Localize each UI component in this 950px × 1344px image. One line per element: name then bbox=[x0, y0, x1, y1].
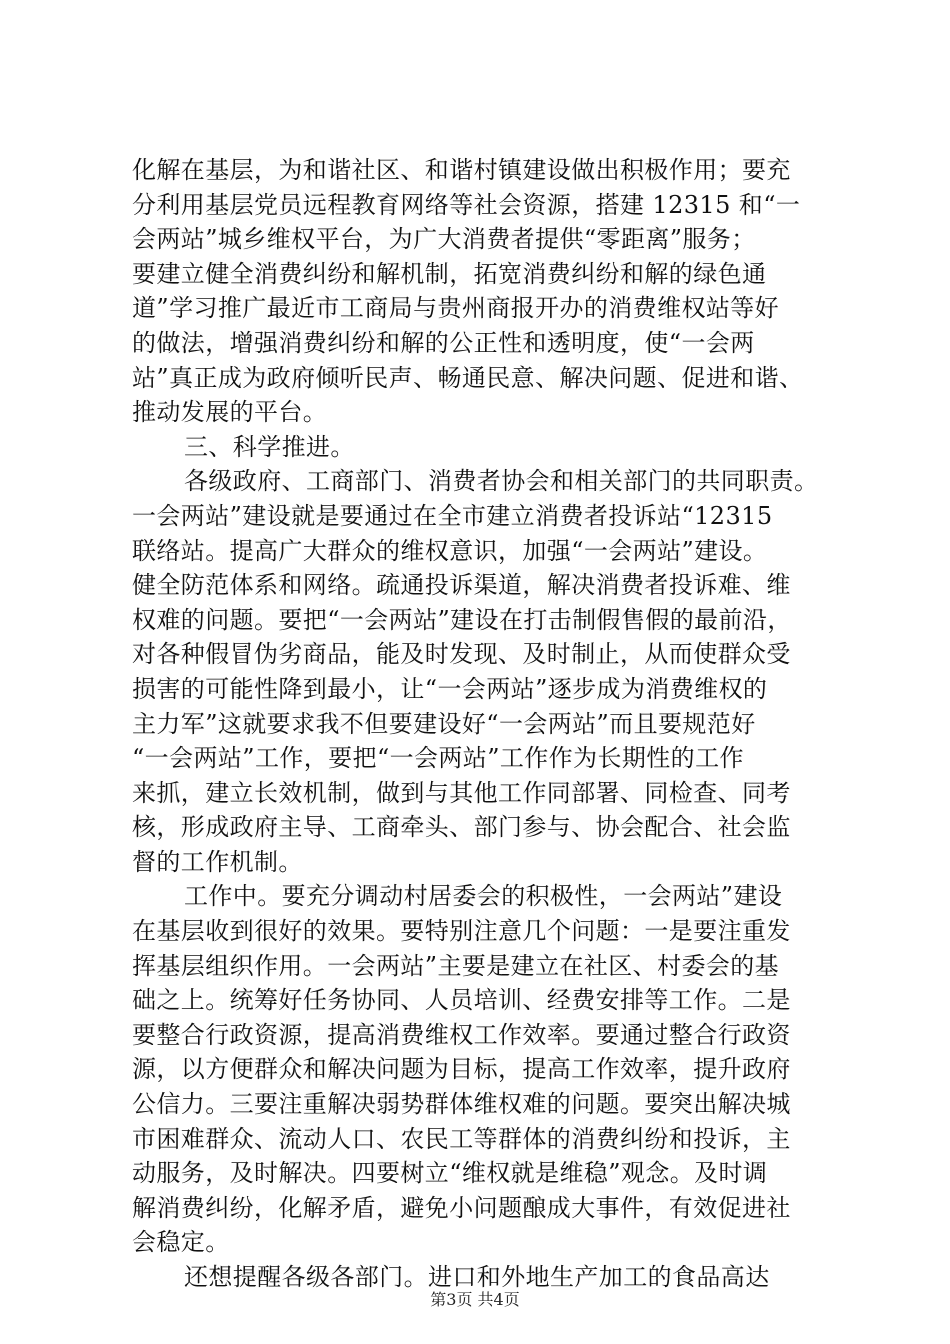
text-line: 督的工作机制。 bbox=[132, 847, 303, 876]
text-line: 核，形成政府主导、工商牵头、部门参与、协会配合、社会监 bbox=[132, 813, 791, 842]
paragraph-start: 还想提醒各级各部门。进口和外地生产加工的食品高达 bbox=[184, 1263, 770, 1291]
document-body bbox=[132, 153, 832, 1295]
text-line: “一会两站”工作，要把“一会两站”工作作为长期性的工作 bbox=[132, 744, 744, 773]
page-number-footer: 第3页 共4页 bbox=[430, 1290, 520, 1309]
text-line: 对各种假冒伪劣商品，能及时发现、及时制止，从而使群众受 bbox=[132, 640, 791, 669]
text-line: 公信力。三要注重解决弱势群体维权难的问题。要突出解决城 bbox=[132, 1090, 791, 1119]
text-line: 在基层收到很好的效果。要特别注意几个问题：一是要注重发 bbox=[132, 917, 791, 946]
text-line: 主力军”这就要求我不但要建设好“一会两站”而且要规范好 bbox=[132, 709, 756, 738]
text-line: 健全防范体系和网络。疏通投诉渠道，解决消费者投诉难、维 bbox=[132, 571, 791, 600]
text-line: 动服务，及时解决。四要树立“维权就是维稳”观念。及时调 bbox=[132, 1159, 768, 1188]
text-line: 一会两站”建设就是要通过在全市建立消费者投诉站“12315 bbox=[132, 501, 773, 530]
text-line: 挥基层组织作用。一会两站”主要是建立在社区、村委会的基 bbox=[132, 951, 780, 980]
text-line: 的做法，增强消费纠纷和解的公正性和透明度，使“一会两 bbox=[132, 328, 755, 357]
text-line: 市困难群众、流动人口、农民工等群体的消费纠纷和投诉，主 bbox=[132, 1124, 791, 1153]
text-line: 要建立健全消费纠纷和解机制，拓宽消费纠纷和解的绿色通 bbox=[132, 259, 767, 288]
text-line: 要整合行政资源，提高消费维权工作效率。要通过整合行政资 bbox=[132, 1020, 791, 1049]
paragraph-start: 工作中。要充分调动村居委会的积极性，一会两站”建设 bbox=[184, 882, 783, 911]
text-line: 道”学习推广最近市工商局与贵州商报开办的消费维权站等好 bbox=[132, 294, 780, 323]
text-line: 会稳定。 bbox=[132, 1228, 230, 1257]
text-line: 权难的问题。要把“一会两站”建设在打击制假售假的最前沿， bbox=[132, 605, 792, 634]
text-line: 推动发展的平台。 bbox=[132, 398, 328, 427]
text-line: 来抓，建立长效机制，做到与其他工作同部署、同检查、同考 bbox=[132, 778, 791, 807]
text-line: 化解在基层，为和谐社区、和谐村镇建设做出积极作用；要充 bbox=[132, 156, 791, 184]
text-line: 源，以方便群众和解决问题为目标，提高工作效率，提升政府 bbox=[132, 1055, 791, 1084]
text-line: 损害的可能性降到最小，让“一会两站”逐步成为消费维权的 bbox=[132, 674, 768, 703]
text-line: 础之上。统筹好任务协同、人员培训、经费安排等工作。二是 bbox=[132, 986, 791, 1015]
paragraph-start: 各级政府、工商部门、消费者协会和相关部门的共同职责。 bbox=[184, 467, 819, 496]
text-line: 联络站。提高广大群众的维权意识，加强“一会两站”建设。 bbox=[132, 536, 768, 565]
section-heading: 三、科学推进。 bbox=[184, 432, 355, 461]
text-line: 会两站”城乡维权平台，为广大消费者提供“零距离”服务； bbox=[132, 225, 756, 254]
text-line: 解消费纠纷，化解矛盾，避免小问题酿成大事件，有效促进社 bbox=[132, 1193, 791, 1222]
text-line: 站”真正成为政府倾听民声、畅通民意、解决问题、促进和谐、 bbox=[132, 363, 804, 392]
text-line: 分利用基层党员远程教育网络等社会资源，搭建 12315 和“一 bbox=[132, 190, 801, 219]
